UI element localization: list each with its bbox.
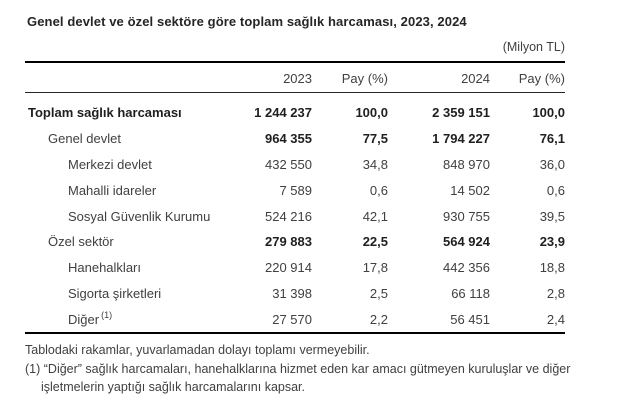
footnote-other-definition: (1) “Diğer” sağlık harcamaları, hanehalklarına hizmet eden kar amacı gütmeyen kuruluşlar ve diğer işletmelerin yaptığı sağlık harcamalarını kapsar.	[25, 361, 571, 394]
value-2024: 2 359 151	[432, 105, 490, 121]
footnote-rounding: Tablodaki rakamlar, yuvarlamadan dolayı toplamı vermeyebilir.	[25, 343, 370, 357]
value-2024: 930 755	[443, 208, 490, 224]
header-pay-2024: Pay (%)	[518, 71, 565, 86]
table-row	[25, 203, 565, 229]
header-2023: 2023	[283, 71, 312, 86]
share-2024: 2,4	[546, 311, 565, 327]
share-2023: 17,8	[362, 260, 388, 276]
table-row	[25, 126, 565, 152]
value-2023: 7 589	[279, 182, 312, 198]
share-2024: 0,6	[546, 182, 565, 198]
share-2024: 18,8	[539, 260, 565, 276]
value-2023: 220 914	[265, 260, 312, 276]
table-body	[25, 93, 565, 332]
value-2024: 1 794 227	[432, 131, 490, 147]
row-label: Özel sektör	[48, 234, 114, 250]
share-2024: 76,1	[539, 131, 565, 147]
table-row	[25, 306, 565, 332]
value-2024: 56 451	[450, 311, 490, 327]
row-label: Mahalli idareler	[68, 182, 157, 198]
header-2024: 2024	[461, 71, 490, 86]
table-row	[25, 229, 565, 255]
value-2023: 31 398	[272, 285, 312, 301]
table-row	[25, 152, 565, 178]
share-2023: 2,5	[369, 285, 388, 301]
share-2023: 77,5	[362, 131, 388, 147]
table-row	[25, 281, 565, 307]
header-pay-2023: Pay (%)	[341, 71, 388, 86]
value-2023: 279 883	[265, 234, 312, 250]
value-2024: 848 970	[443, 156, 490, 172]
share-2023: 22,5	[362, 234, 388, 250]
share-2024: 39,5	[539, 208, 565, 224]
share-2023: 42,1	[362, 208, 388, 224]
table-header-row	[25, 63, 565, 92]
share-2023: 0,6	[369, 182, 388, 198]
share-2024: 23,9	[539, 234, 565, 250]
page-title: Genel devlet ve özel sektöre göre toplam sağlık harcaması, 2023, 2024	[27, 14, 467, 29]
header-empty-cell	[25, 86, 210, 92]
health-expenditure-table	[25, 40, 565, 334]
table-row	[25, 177, 565, 203]
row-label: Toplam sağlık harcaması	[28, 105, 182, 121]
value-2023: 27 570	[272, 311, 312, 327]
row-label: Merkezi devlet	[68, 156, 152, 172]
share-2023: 2,2	[369, 311, 388, 327]
share-2024: 2,8	[546, 285, 565, 301]
share-2024: 100,0	[532, 105, 565, 121]
row-label: Sigorta şirketleri	[68, 285, 162, 301]
unit-label: (Milyon TL)	[502, 40, 565, 54]
row-label: Sosyal Güvenlik Kurumu	[68, 208, 211, 224]
value-2024: 564 924	[443, 234, 490, 250]
footnote-reference: (1)	[101, 310, 113, 321]
table-row	[25, 100, 565, 126]
footnotes	[25, 341, 580, 397]
row-label: Genel devlet	[48, 131, 121, 147]
value-2023: 964 355	[265, 131, 312, 147]
table-bottom-rule	[25, 332, 565, 334]
table-row	[25, 255, 565, 281]
row-label: Diğer $^{(1)}$	[68, 310, 113, 327]
value-2023: 524 216	[265, 208, 312, 224]
share-2023: 100,0	[355, 105, 388, 121]
value-2023: 432 550	[265, 156, 312, 172]
share-2023: 34,8	[362, 156, 388, 172]
row-label: Hanehalkları	[68, 260, 141, 276]
value-2024: 66 118	[451, 285, 490, 301]
value-2024: 442 356	[443, 260, 490, 276]
share-2024: 36,0	[539, 156, 565, 172]
value-2023: 1 244 237	[254, 105, 312, 121]
value-2024: 14 502	[450, 182, 490, 198]
